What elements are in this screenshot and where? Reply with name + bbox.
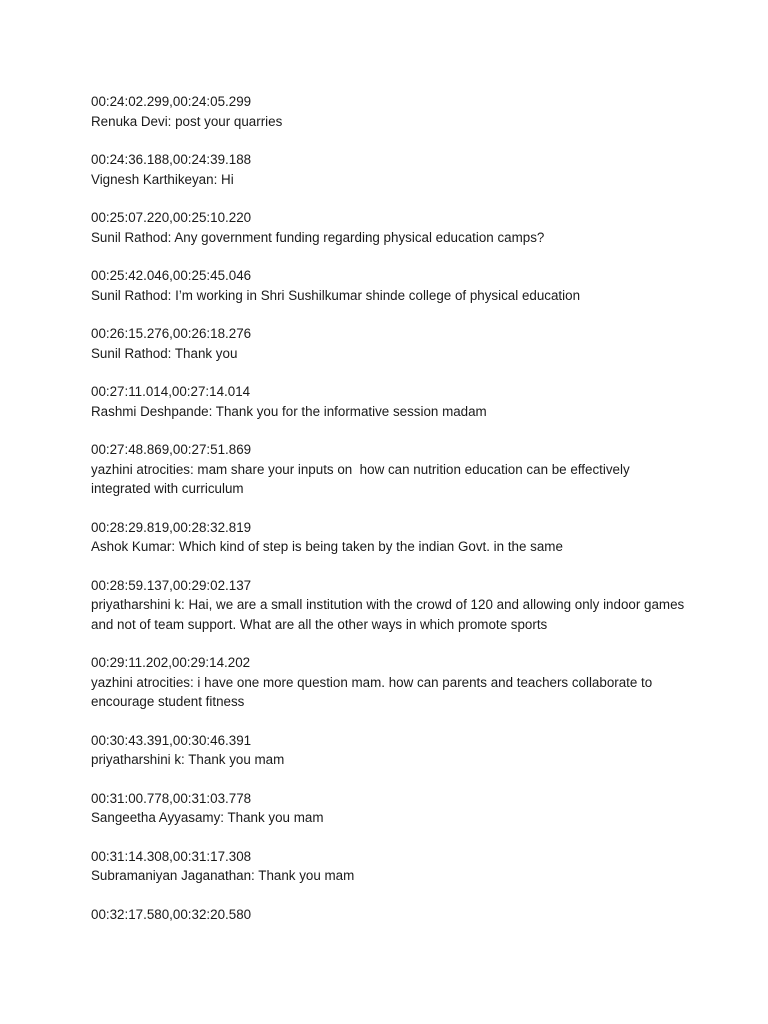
timestamp: 00:25:07.220,00:25:10.220 (91, 210, 252, 225)
message-text: Ashok Kumar: Which kind of step is being taken by the indian Govt. in the same (91, 539, 563, 554)
timestamp: 00:28:59.137,00:29:02.137 (91, 577, 252, 593)
timestamp: 00:31:00.778,00:31:03.778 (91, 790, 252, 806)
timestamp: 00:32:17.580,00:32:20.580 (91, 906, 252, 922)
message-text: priyatharshini k: Hai, we are a small institution with the crowd of 120 and allowing only indoor games and not of team support. What are all the other ways in which promote sports (91, 597, 688, 632)
transcript-entry (91, 576, 691, 635)
transcript-entry (91, 266, 691, 305)
message-text: yazhini atrocities: mam share your inputs on how can nutrition education can be effectively integrated with curriculum (91, 461, 634, 496)
timestamp: 00:27:11.014,00:27:14.014 (91, 384, 251, 399)
transcript-entry (91, 518, 691, 557)
message-text: Subramaniyan Jaganathan: Thank you mam (91, 868, 355, 883)
message-text: yazhini atrocities: i have one more question mam. how can parents and teachers collaborate to encourage student fitness (91, 674, 656, 709)
timestamp: 00:28:29.819,00:28:32.819 (91, 519, 252, 535)
transcript-entry (91, 440, 691, 499)
message-text: Renuka Devi: post your quarries (91, 113, 283, 129)
transcript-entry (91, 324, 691, 363)
message-text: Sunil Rathod: Thank you (91, 345, 238, 361)
message-text: Sangeetha Ayyasamy: Thank you mam (91, 810, 324, 825)
timestamp: 00:26:15.276,00:26:18.276 (91, 326, 252, 341)
transcript-entry (91, 150, 691, 189)
transcript-entry (91, 731, 691, 770)
transcript-entry (91, 789, 691, 828)
message-text: Vignesh Karthikeyan: Hi (91, 171, 234, 187)
timestamp: 00:24:02.299,00:24:05.299 (91, 94, 252, 109)
chat-transcript (91, 92, 691, 943)
timestamp: 00:31:14.308,00:31:17.308 (91, 848, 252, 864)
transcript-entry (91, 92, 691, 131)
transcript-entry (91, 382, 691, 421)
timestamp: 00:24:36.188,00:24:39.188 (91, 152, 252, 167)
timestamp: 00:27:48.869,00:27:51.869 (91, 442, 252, 457)
message-text: Sunil Rathod: Any government funding regarding physical education camps? (91, 229, 545, 245)
message-text: Rashmi Deshpande: Thank you for the informative session madam (91, 403, 487, 419)
timestamp: 00:30:43.391,00:30:46.391 (91, 732, 252, 748)
transcript-entry (91, 208, 691, 247)
timestamp: 00:29:11.202,00:29:14.202 (91, 655, 251, 670)
message-text: priyatharshini k: Thank you mam (91, 752, 285, 767)
timestamp: 00:25:42.046,00:25:45.046 (91, 268, 252, 283)
transcript-entry (91, 905, 691, 925)
message-text: Sunil Rathod: I’m working in Shri Sushilkumar shinde college of physical education (91, 287, 581, 303)
transcript-entry (91, 653, 691, 712)
transcript-entry (91, 847, 691, 886)
